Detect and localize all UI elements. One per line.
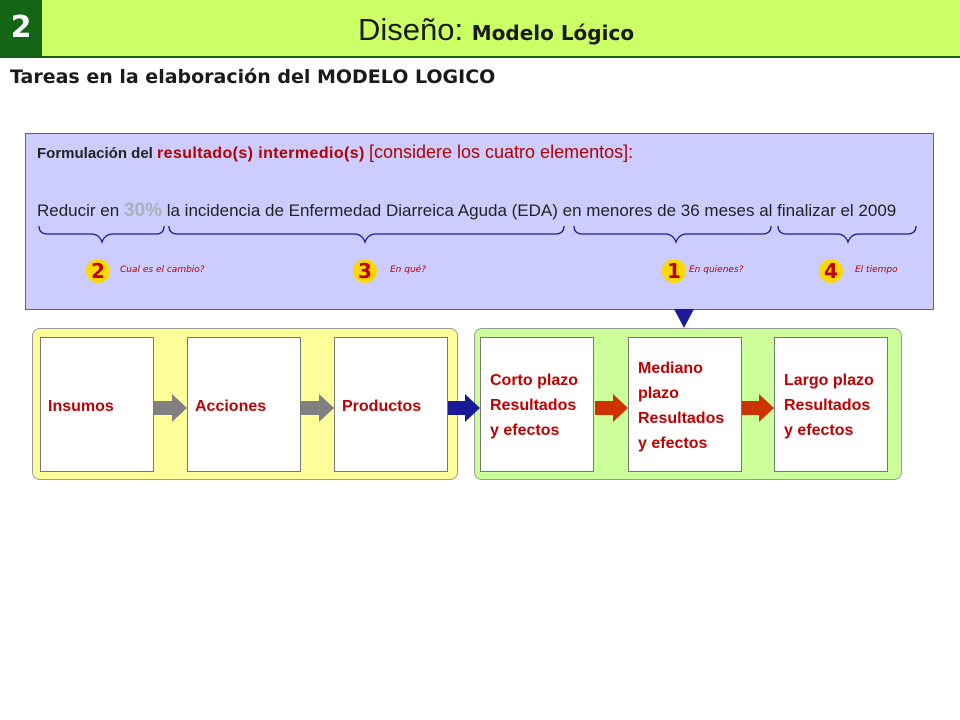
productos-label: Productos (342, 398, 422, 415)
arrow-corto-mediano (595, 394, 628, 422)
largo-plazo-box (774, 337, 888, 472)
title-main: Diseño: (358, 12, 464, 47)
element-badge-4: 4 (819, 259, 843, 283)
arrow-productos-corto (448, 394, 480, 422)
slide-subtitle: Tareas en la elaboración del MODELO LOGICO (10, 66, 496, 88)
corto-line-2: Resultados (490, 397, 577, 414)
arrow-mediano-largo (742, 394, 774, 422)
mediano-line-4: y efectos (638, 435, 708, 452)
mediano-line-1: Mediano (638, 360, 703, 377)
brace-en-quienes (574, 226, 771, 242)
mediano-line-3: Resultados (638, 410, 725, 427)
brace-tiempo (778, 226, 916, 242)
productos-box (334, 337, 448, 472)
mediano-line-2: plazo (638, 385, 679, 402)
mediano-plazo-text (638, 356, 724, 456)
element-badge-2: 2 (86, 259, 110, 283)
goal-rest: la incidencia de Enfermedad Diarreica Aguda (EDA) en menores de 36 meses al finalizar el 2009 (166, 201, 897, 220)
slide-header (0, 0, 960, 58)
result-formulation-panel (25, 133, 934, 310)
largo-plazo-text (784, 368, 874, 443)
arrow-acciones-productos (301, 394, 334, 422)
brace-cambio (39, 226, 164, 242)
insumos-label: Insumos (48, 398, 114, 415)
corto-plazo-text (490, 368, 578, 443)
slide-title (358, 12, 634, 48)
largo-line-3: y efectos (784, 422, 854, 439)
slide-number: 2 (0, 0, 42, 56)
element-badge-3: 3 (353, 259, 377, 283)
largo-line-1: Largo plazo (784, 372, 874, 389)
largo-line-2: Resultados (784, 397, 871, 414)
formulation-highlight: resultado(s) intermedio(s) (157, 145, 365, 162)
formulation-note: [considere los cuatro elementos]: (368, 142, 634, 162)
goal-reducir: Reducir en (37, 201, 120, 220)
acciones-box (187, 337, 301, 472)
brace-group (26, 134, 935, 311)
brace-en-que (169, 226, 564, 242)
element-badge-1: 1 (662, 259, 686, 283)
goal-percent: 30% (123, 200, 162, 221)
formulation-prefix: Formulación del (37, 145, 153, 162)
pointer-arrow (672, 309, 696, 329)
arrow-insumos-acciones (154, 394, 187, 422)
insumos-box (40, 337, 154, 472)
acciones-label: Acciones (195, 398, 267, 415)
question-en-quienes: En quienes? (689, 265, 744, 275)
question-cambio: Cual es el cambio? (120, 265, 205, 275)
corto-plazo-box (480, 337, 594, 472)
corto-line-3: y efectos (490, 422, 560, 439)
question-tiempo: El tiempo (855, 265, 898, 275)
title-sub: Modelo Lógico (471, 21, 635, 45)
corto-line-1: Corto plazo (490, 372, 578, 389)
mediano-plazo-box (628, 337, 742, 472)
question-en-que: En qué? (390, 265, 426, 275)
